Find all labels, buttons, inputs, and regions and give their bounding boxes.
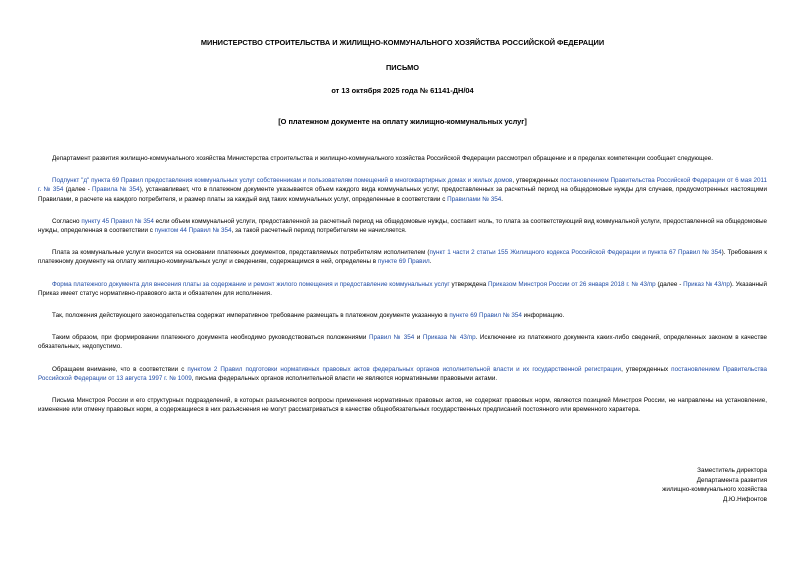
link-p2-rules-npa[interactable]: пунктом 2 Правил подготовки нормативных правовых актов федеральных органов исполнительной власти и их государственной регистрации bbox=[187, 365, 622, 373]
link-p45-rules-354[interactable]: пункту 45 Правил № 354 bbox=[81, 217, 154, 225]
paragraph-9: Письма Минстроя России и его структурных подразделений, в которых разъясняются вопросы применения нормативных правовых актов, не содержат правовых норм, являются позицией Минстроя России, не направлены на установление, изменение или отмену правовых норм, а содержащиеся в них разъяснения не могут рассматриваться в качестве общеобязательных государственных предписаний постоянного или временного характера. bbox=[38, 397, 767, 414]
link-order-43-c[interactable]: Приказа № 43/пр bbox=[422, 334, 476, 342]
link-resolution-354[interactable]: постановлением Правительства Российской Федерации от 6 мая 2011 г. № 354 bbox=[38, 177, 768, 194]
paragraph-6: Так, положения действующего законодательства содержат императивное требование размещать в платежном документе указанную в пункте 69 Правил № 354 информацию. bbox=[52, 312, 565, 320]
subject-heading: [О платежном документе на оплату жилищно-коммунальных услуг] bbox=[278, 117, 527, 126]
signature-department: Департамента развития bbox=[696, 476, 767, 484]
signature-block bbox=[662, 466, 767, 504]
link-rules-354-b[interactable]: Правилами № 354 bbox=[447, 195, 502, 203]
paragraph-7: Таким образом, при формировании платежного документа необходимо руководствоваться положениями Правил № 354 и Приказа № 43/пр. Исключение из платежного документа каких-либо сведений, определенных законом в качестве обязательных, недопустимо. bbox=[38, 334, 767, 351]
link-p69-rules-354[interactable]: пункте 69 Правил № 354 bbox=[449, 312, 522, 320]
letter-body bbox=[38, 154, 767, 414]
link-housing-code-155[interactable]: пункт 1 части 2 статьи 155 Жилищного кодекса Российской Федерации и пункта 67 Правил № 354 bbox=[429, 249, 722, 257]
link-p44-rules-354[interactable]: пунктом 44 Правил № 354 bbox=[154, 227, 232, 235]
paragraph-8: Обращаем внимание, что в соответствии с пунктом 2 Правил подготовки нормативных правовых актов федеральных органов исполнительной власти и их государственной регистрации, утвержденных постановлением Правительства Российской Федерации от 13 августа 1997 г. № 1009, письма федеральных органов исполнительной власти не являются нормативными правовыми актами. bbox=[38, 365, 768, 382]
paragraph-4: Плата за коммунальные услуги вносится на основании платежных документов, представляемых потребителям исполнителем (пункт 1 части 2 статьи 155 Жилищного кодекса Российской Федерации и пункта 67 Правил № 354). Требования к платежному документу на оплату жилищно-коммунальных услуг и сведениям, содержащимся в ней, определены в пункте 69 Правил. bbox=[38, 249, 767, 266]
signature-department-2: жилищно-коммунального хозяйства bbox=[662, 486, 767, 494]
link-payment-form[interactable]: Форма платежного документа для внесения платы за содержание и ремонт жилого помещения и предоставление коммунальных услуг bbox=[52, 280, 450, 288]
link-resolution-1009[interactable]: постановлением Правительства Российской Федерации от 13 августа 1997 г. № 1009 bbox=[38, 365, 768, 382]
signature-position: Заместитель директора bbox=[697, 467, 767, 474]
paragraph-3: Согласно пункту 45 Правил № 354 если объем коммунальной услуги, предоставленной за расчетный период на общедомовые нужды, составит ноль, то плата за соответствующий вид коммунальной услуги, предоставленной на общедомовые нужды, определенная в соответствии с пунктом 44 Правил № 354, за такой расчетный период потребителям не начисляется. bbox=[38, 217, 767, 235]
paragraph-2: Подпункт "д" пункта 69 Правил предоставления коммунальных услуг собственникам и пользователям помещений в многоквартирных домах и жилых домов, утвержденных постановлением Правительства Российской Федерации от 6 мая 2011 г. № 354 (далее - Правила № 354), устанавливает, что в платежном документе указывается объем каждого вида коммунальных услуг, предоставленных за расчетный период на общедомовые нужды для случаев, предусмотренных настоящими Правилами, в расчете на каждого потребителя, и размер платы за каждый вид таких коммунальных услуг, определенные в соответствии с Правилами № 354. bbox=[38, 177, 768, 203]
doc-type-heading: ПИСЬМО bbox=[386, 63, 419, 72]
paragraph-1: Департамент развития жилищно-коммунального хозяйства Министерства строительства и жилищно-коммунального хозяйства Российской Федерации рассмотрел обращение и в пределах компетенции сообщает следующее. bbox=[52, 155, 713, 162]
paragraph-5: Форма платежного документа для внесения платы за содержание и ремонт жилого помещения и предоставление коммунальных услуг утверждена Приказом Минстроя России от 26 января 2018 г. № 43/пр (далее - Приказ № 43/пр). Указанный Приказ имеет статус нормативно-правового акта и обязателен для исполнения. bbox=[38, 280, 767, 297]
signature-name: Д.Ю.Нифонтов bbox=[722, 495, 767, 503]
link-rules-354-c[interactable]: Правил № 354 bbox=[368, 334, 415, 342]
link-order-43[interactable]: Приказом Минстроя России от 26 января 2018 г. № 43/пр bbox=[488, 280, 656, 288]
link-rules-354[interactable]: Правила № 354 bbox=[92, 186, 140, 194]
link-subclause-d-p69[interactable]: Подпункт "д" пункта 69 Правил предоставления коммунальных услуг собственникам и пользователям помещений в многоквартирных домах и жилых домов bbox=[52, 177, 513, 185]
ministry-heading: МИНИСТЕРСТВО СТРОИТЕЛЬСТВА И ЖИЛИЩНО-КОММУНАЛЬНОГО ХОЗЯЙСТВА РОССИЙСКОЙ ФЕДЕРАЦИИ bbox=[200, 38, 605, 47]
date-number-heading: от 13 октября 2025 года № 61141-ДН/04 bbox=[331, 86, 474, 95]
link-order-43-short[interactable]: Приказ № 43/пр bbox=[683, 280, 730, 288]
link-p69-rules[interactable]: пункте 69 Правил bbox=[377, 258, 430, 266]
